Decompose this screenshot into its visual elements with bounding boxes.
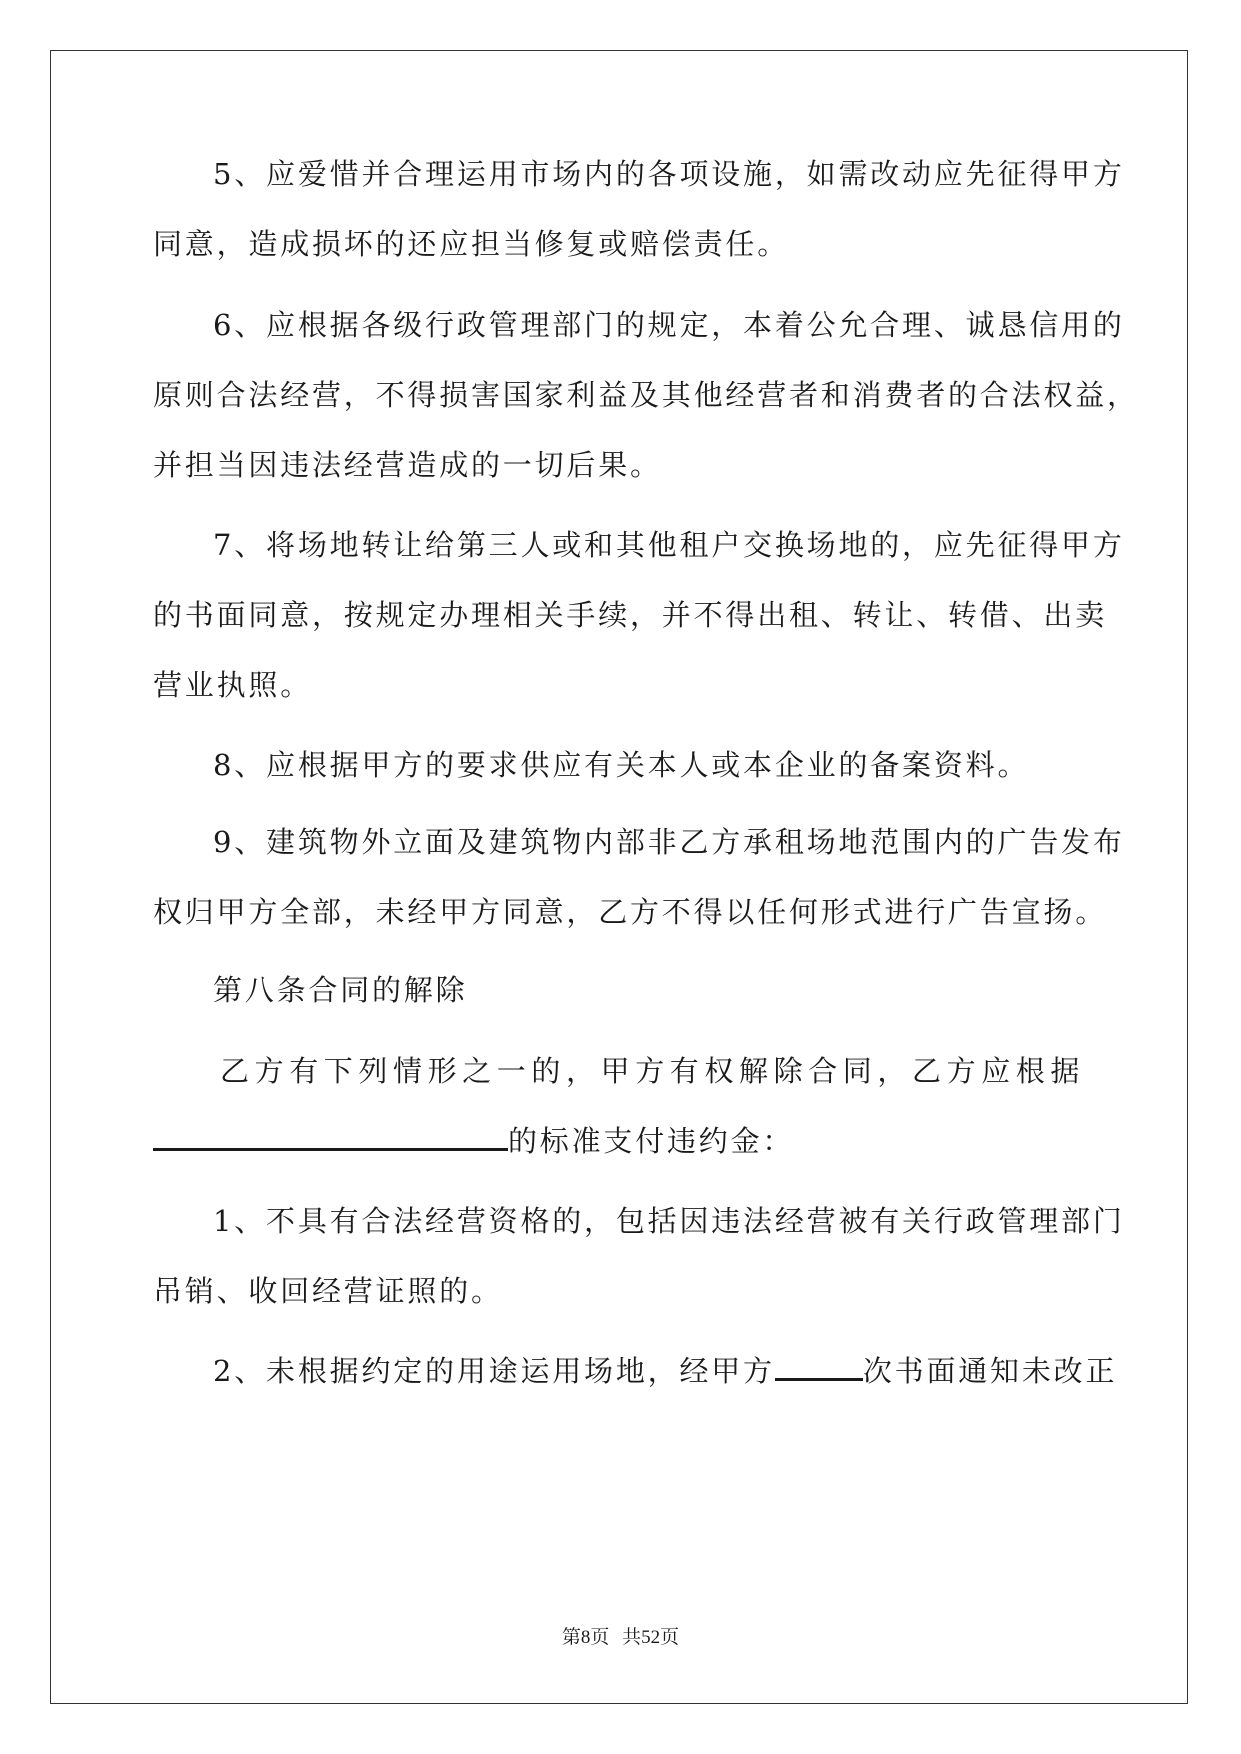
clause-7-line-1: 7、将场地转让给第三人或和其他租户交换场地的，应先征得甲方: [213, 528, 1125, 562]
blank-underline: [775, 1352, 863, 1381]
clause-6-line-1: 6、应根据各级行政管理部门的规定，本着公允合理、诚恳信用的: [213, 308, 1125, 342]
termination-intro: 乙方有下列情形之一的，甲方有权解除合同，乙方应根据: [220, 1054, 1086, 1088]
clause-9-line-2: 权归甲方全部，未经甲方同意，乙方不得以任何形式进行广告宣扬。: [153, 895, 1108, 929]
page-number: 第8页: [561, 1627, 610, 1648]
blank-underline: [153, 1122, 508, 1151]
termination-item-2-text-after: 次书面通知未改正: [862, 1354, 1118, 1388]
clause-5-line-1: 5、应爱惜并合理运用市场内的各项设施，如需改动应先征得甲方: [213, 157, 1125, 191]
termination-item-2-line-1: [213, 1351, 1117, 1391]
article-8-heading: 第八条合同的解除: [213, 973, 468, 1007]
clause-7-line-3: 营业执照。: [153, 668, 313, 702]
page-border: [50, 50, 1188, 1704]
page-total: 共52页: [622, 1627, 680, 1648]
termination-item-1-line-2: 吊销、收回经营证照的。: [153, 1274, 503, 1308]
termination-penalty-text: 的标准支付违约金：: [508, 1124, 795, 1158]
page-footer: [0, 1622, 1241, 1649]
termination-item-1-line-1: 1、不具有合法经营资格的，包括因违法经营被有关行政管理部门: [213, 1204, 1125, 1238]
clause-7-line-2: 的书面同意，按规定办理相关手续，并不得出租、转让、转借、出卖: [153, 598, 1108, 632]
termination-item-2-text-before: 2、未根据约定的用途运用场地，经甲方: [213, 1354, 775, 1388]
termination-penalty-line: [153, 1121, 794, 1161]
clause-5-line-2: 同意，造成损坏的还应担当修复或赔偿责任。: [153, 227, 790, 261]
clause-6-line-3: 并担当因违法经营造成的一切后果。: [153, 448, 662, 482]
clause-9-line-1: 9、建筑物外立面及建筑物内部非乙方承租场地范围内的广告发布: [213, 825, 1125, 859]
clause-8-line-1: 8、应根据甲方的要求供应有关本人或本企业的备案资料。: [213, 748, 1030, 782]
clause-6-line-2: 原则合法经营，不得损害国家利益及其他经营者和消费者的合法权益，: [153, 378, 1139, 412]
